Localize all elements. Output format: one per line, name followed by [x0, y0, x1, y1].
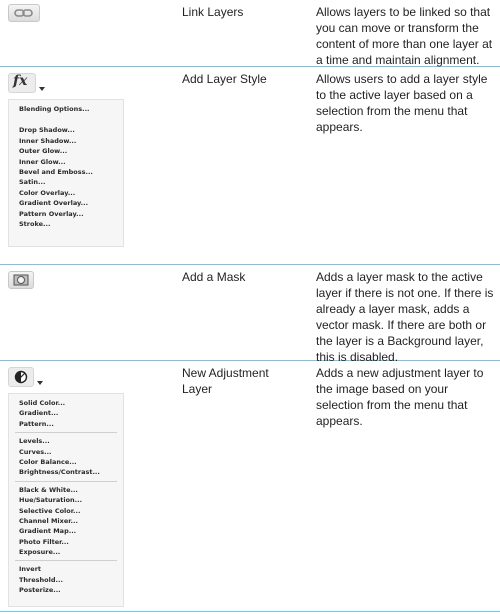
table-row-new-adjustment-layer	[0, 361, 500, 612]
table-row-link-layers	[0, 0, 500, 67]
menu-item[interactable]: Stroke...	[19, 219, 51, 228]
layer-style-menu	[8, 99, 124, 247]
menu-item[interactable]: Channel Mixer...	[19, 516, 78, 525]
new-adjustment-layer-button[interactable]	[8, 367, 48, 389]
menu-item[interactable]: Selective Color...	[19, 506, 81, 515]
menu-item[interactable]: Threshold...	[19, 575, 63, 584]
menu-item[interactable]: Exposure...	[19, 548, 61, 557]
menu-item[interactable]: Posterize...	[19, 586, 61, 595]
menu-item[interactable]: Color Overlay...	[19, 188, 76, 197]
menu-item[interactable]: Bevel and Emboss...	[19, 167, 93, 176]
menu-item[interactable]: Drop Shadow...	[19, 126, 75, 135]
menu-item[interactable]: Color Balance...	[19, 457, 77, 466]
add-layer-style-button[interactable]	[8, 73, 48, 95]
menu-separator	[15, 119, 117, 120]
link-icon	[9, 5, 39, 21]
row-name: Add a Mask	[182, 270, 246, 284]
menu-item[interactable]: Blending Options...	[19, 105, 90, 113]
menu-item[interactable]: Levels...	[19, 437, 50, 446]
menu-separator	[15, 432, 117, 433]
menu-item[interactable]: Satin...	[19, 178, 46, 187]
menu-item[interactable]: Outer Glow...	[19, 147, 68, 156]
menu-item[interactable]: Gradient Map...	[19, 527, 77, 536]
menu-item[interactable]: Invert	[19, 565, 42, 574]
menu-item[interactable]: Gradient...	[19, 409, 59, 418]
link-layers-button[interactable]	[8, 4, 40, 22]
menu-item[interactable]: Solid Color...	[19, 399, 66, 407]
row-description: Allows users to add a layer style to the active layer based on a selection from the menu that appears.	[316, 72, 488, 134]
chevron-down-icon	[39, 87, 45, 91]
row-name: Link Layers	[182, 5, 244, 19]
menu-item[interactable]: Inner Glow...	[19, 157, 66, 166]
add-mask-button[interactable]	[8, 271, 34, 289]
menu-item[interactable]: Hue/Saturation...	[19, 496, 83, 505]
row-description: Allows layers to be linked so that you can move or transform the content of more than one layer at a time and maintain alignment.	[316, 5, 493, 67]
menu-item[interactable]: Photo Filter...	[19, 537, 69, 546]
table-row-add-a-mask	[0, 265, 500, 364]
adjustment-icon	[9, 368, 33, 386]
chevron-down-icon	[37, 381, 43, 385]
menu-item[interactable]: Curves...	[19, 447, 52, 456]
menu-item[interactable]: Pattern...	[19, 419, 54, 428]
menu-item[interactable]: Brightness/Contrast...	[19, 468, 100, 477]
menu-separator	[15, 560, 117, 561]
menu-separator	[15, 481, 117, 482]
row-description: Adds a new adjustment layer to the image based on your selection from the menu that appears.	[316, 366, 484, 428]
fx-icon: fx	[13, 73, 28, 89]
menu-item[interactable]: Black & White...	[19, 485, 78, 494]
adjustment-layer-menu	[8, 393, 124, 607]
row-name: Add Layer Style	[182, 72, 267, 86]
row-name: New Adjustment Layer	[182, 366, 269, 396]
menu-item[interactable]: Pattern Overlay...	[19, 209, 84, 218]
table-row-add-layer-style	[0, 67, 500, 265]
row-description: Adds a layer mask to the active layer if there is not one. If there is already a layer mask, adds a vector mask. If there are both or the layer is a Background layer, this is disabled.	[316, 270, 494, 364]
menu-item[interactable]: Inner Shadow...	[19, 136, 77, 145]
menu-item[interactable]: Gradient Overlay...	[19, 199, 89, 208]
mask-icon	[9, 272, 33, 288]
